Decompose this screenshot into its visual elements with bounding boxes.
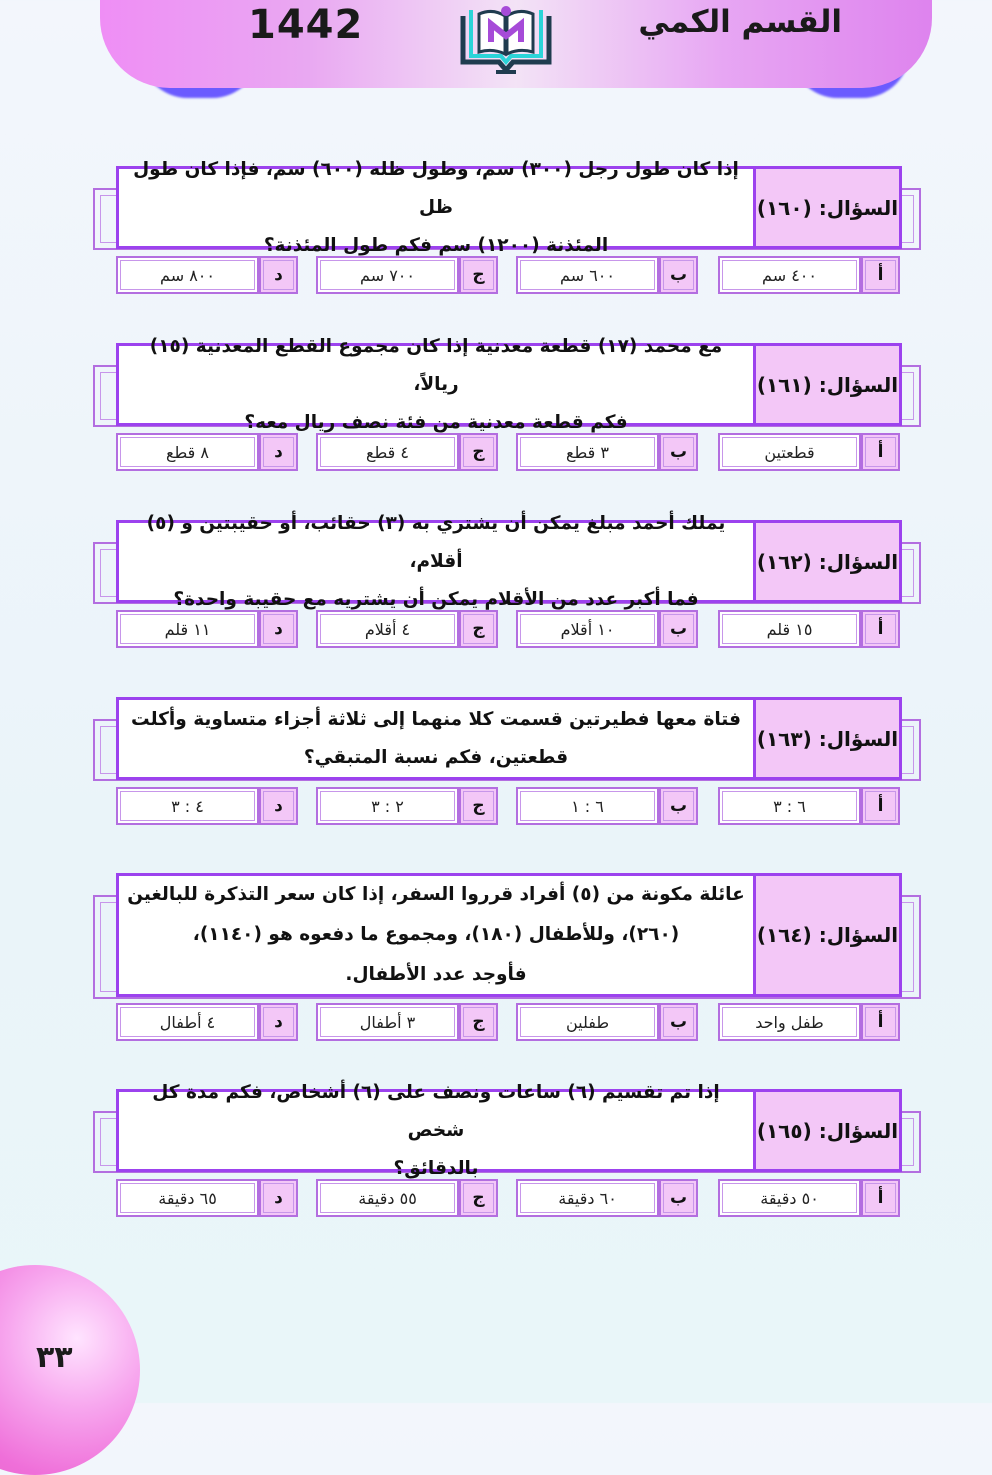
question-text (119, 512, 753, 610)
option-letter: د (259, 610, 298, 648)
question-text (119, 876, 753, 994)
option-value: طفل واحد (718, 1003, 861, 1041)
question-text (119, 158, 753, 256)
question-label: السؤال: (١٦١) (753, 346, 899, 423)
question-block (93, 873, 923, 1043)
question-block (93, 335, 923, 475)
option-letter: د (259, 256, 298, 294)
option-letter: ج (459, 1179, 498, 1217)
question-line: قطعتين، فكم نسبة المتبقي؟ (303, 746, 569, 768)
option-letter: ب (659, 787, 698, 825)
page-number: ٣٣ (36, 1340, 73, 1375)
option-letter: ج (459, 433, 498, 471)
option-value: ٦ : ٣ (718, 787, 861, 825)
question-box (116, 335, 902, 433)
option-letter: ب (659, 1003, 698, 1041)
options-row (116, 1179, 902, 1217)
question-line: (٢٦٠)، وللأطفال (١٨٠)، ومجموع ما دفعوه هو (١١٤٠)، (192, 924, 680, 945)
option-letter: أ (861, 787, 900, 825)
option-value: ٤ قطع (316, 433, 459, 471)
question-line: المئذنة (١٢٠٠) سم فكم طول المئذنة؟ (263, 234, 609, 256)
option-letter: د (259, 1179, 298, 1217)
option-letter: ج (459, 1003, 498, 1041)
question-block (93, 158, 923, 298)
question-line: إذا كان طول رجل (٣٠٠) سم، وطول ظله (٦٠٠) سم، فإذا كان طول ظل (133, 158, 739, 218)
question-label: السؤال: (١٦٥) (753, 1092, 899, 1169)
option-value: ٤ أطفال (116, 1003, 259, 1041)
question-box (116, 158, 902, 256)
option-value: ١٥ قلم (718, 610, 861, 648)
option-value: ٦٠ دقيقة (516, 1179, 659, 1217)
question-line: عائلة مكونة من (٥) أفراد قرروا السفر، إذا كان سعر التذكرة للبالغين (127, 884, 745, 905)
option-value: ٨٠٠ سم (116, 256, 259, 294)
options-row (116, 1003, 902, 1041)
option-value: ٧٠٠ سم (316, 256, 459, 294)
option-letter: د (259, 787, 298, 825)
option-value: ٤ أقلام (316, 610, 459, 648)
question-box (116, 1081, 902, 1179)
option-letter: د (259, 1003, 298, 1041)
option-letter: ج (459, 256, 498, 294)
option-letter: أ (861, 610, 900, 648)
question-line: إذا تم تقسيم (٦) ساعات ونصف على (٦) أشخاص، فكم مدة كل شخص (152, 1081, 720, 1141)
option-value: ٣ أطفال (316, 1003, 459, 1041)
question-label: السؤال: (١٦٤) (753, 876, 899, 994)
option-value: قطعتين (718, 433, 861, 471)
question-line: بالدقائق؟ (393, 1157, 479, 1179)
option-value: ١٠ أقلام (516, 610, 659, 648)
question-block (93, 697, 923, 829)
option-value: ٦٥ دقيقة (116, 1179, 259, 1217)
question-block (93, 1081, 923, 1221)
option-value: ٦٠٠ سم (516, 256, 659, 294)
option-letter: ب (659, 256, 698, 294)
question-text (119, 700, 753, 777)
option-letter: د (259, 433, 298, 471)
option-value: ٦ : ١ (516, 787, 659, 825)
option-letter: ب (659, 1179, 698, 1217)
option-value: ٤٠٠ سم (718, 256, 861, 294)
question-line: فأوجد عدد الأطفال. (345, 964, 527, 985)
option-letter: ج (459, 787, 498, 825)
option-value: ٤ : ٣ (116, 787, 259, 825)
question-line: فكم قطعة معدنية من فئة نصف ريال معه؟ (244, 411, 628, 433)
option-value: ٣ قطع (516, 433, 659, 471)
question-line: فما أكبر عدد من الأقلام يمكن أن يشتريه مع حقيبة واحدة؟ (173, 588, 699, 610)
option-letter: أ (861, 1003, 900, 1041)
option-value: ٥٠ دقيقة (718, 1179, 861, 1217)
option-value: ١١ قلم (116, 610, 259, 648)
question-text (119, 335, 753, 433)
section-title: القسم الكمي (638, 4, 842, 40)
question-label: السؤال: (١٦٢) (753, 523, 899, 600)
question-box (116, 512, 902, 610)
question-label: السؤال: (١٦٠) (753, 169, 899, 246)
options-row (116, 787, 902, 825)
option-letter: ب (659, 610, 698, 648)
question-line: يملك أحمد مبلغ يمكن أن يشتري به (٣) حقائب، أو حقيبتين و (٥) أقلام، (146, 512, 726, 572)
question-block (93, 512, 923, 652)
question-box (116, 697, 902, 780)
option-letter: أ (861, 256, 900, 294)
question-line: فتاة معها فطيرتين قسمت كلا منهما إلى ثلاثة أجزاء متساوية وأكلت (131, 708, 741, 730)
book-logo-icon (459, 0, 553, 76)
option-value: ٥٥ دقيقة (316, 1179, 459, 1217)
option-value: ٢ : ٣ (316, 787, 459, 825)
options-row (116, 256, 902, 294)
question-box (116, 873, 902, 997)
options-row (116, 433, 902, 471)
option-value: طفلين (516, 1003, 659, 1041)
option-letter: أ (861, 433, 900, 471)
question-text (119, 1081, 753, 1179)
option-letter: ب (659, 433, 698, 471)
year-label: 1442 (248, 2, 364, 48)
option-letter: ج (459, 610, 498, 648)
question-line: مع محمد (١٧) قطعة معدنية إذا كان مجموع القطع المعدنية (١٥) ريالاً، (149, 335, 723, 395)
option-value: ٨ قطع (116, 433, 259, 471)
question-label: السؤال: (١٦٣) (753, 700, 899, 777)
options-row (116, 610, 902, 648)
option-letter: أ (861, 1179, 900, 1217)
